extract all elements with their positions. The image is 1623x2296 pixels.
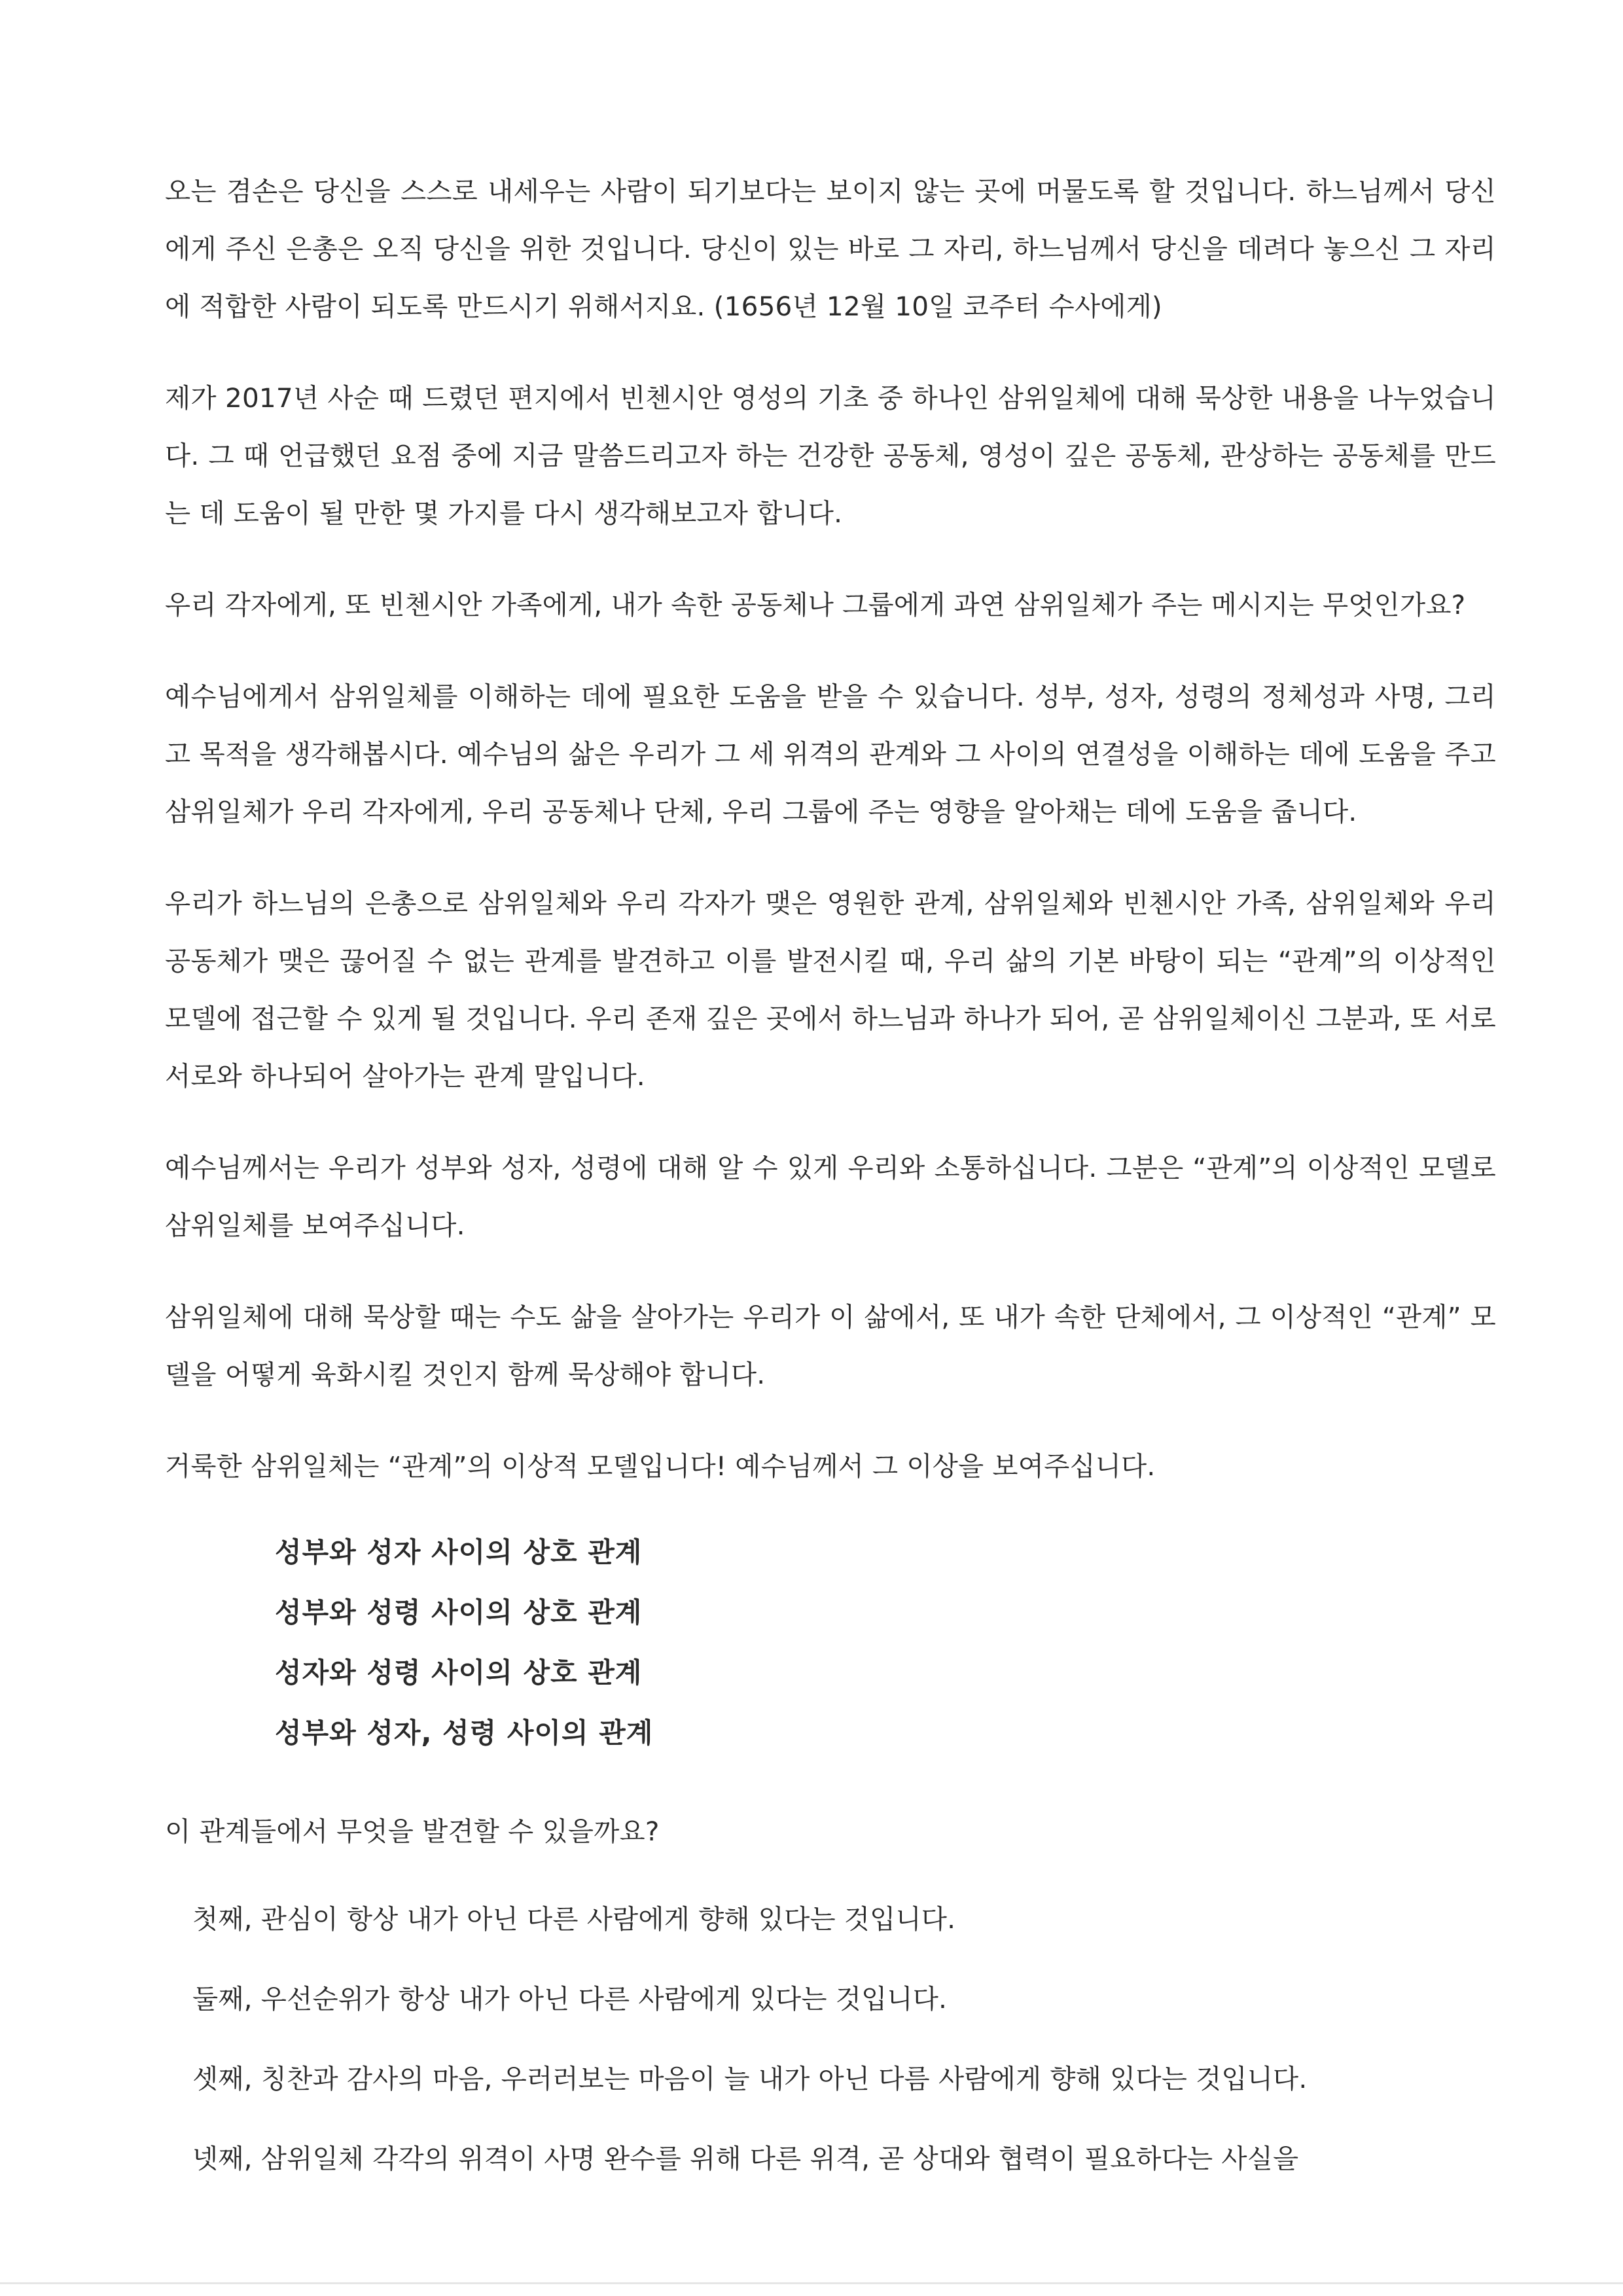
document-body xyxy=(165,162,1496,2211)
point-fourth: 넷째, 삼위일체 각각의 위격이 사명 완수를 위해 다른 위격, 곧 상대와 협력이 필요하다는 사실을 xyxy=(192,2143,1299,2174)
paragraph-lent-letter: 제가 2017년 사순 때 드렸던 편지에서 빈첸시안 영성의 기초 중 하나인 삼위일체에 대해 묵상한 내용을 나누었습니다. 그 때 언급했던 요점 중에 지금 말씀드리고자 하는 건강한 공동체, 영성이 깊은 공동체, 관상하는 공동체를 만드는 데 도움이 될 만한 몇 가지를 다시 생각해보고자 합니다. xyxy=(165,382,1496,529)
point-third: 셋째, 칭찬과 감사의 마음, 우러러보는 마음이 늘 내가 아닌 다름 사람에게 향해 있다는 것입니다. xyxy=(192,2063,1308,2094)
point-second: 둘째, 우선순위가 항상 내가 아닌 다른 사람에게 있다는 것입니다. xyxy=(192,1983,948,2015)
paragraph-jesus-communicates: 예수님께서는 우리가 성부와 성자, 성령에 대해 알 수 있게 우리와 소통하십니다. 그분은 “관계”의 이상적인 모델로 삼위일체를 보여주십니다. xyxy=(165,1152,1496,1241)
relation-item: 성부와 성자, 성령 사이의 관계 xyxy=(275,1717,654,1749)
paragraph-trinity-question: 우리 각자에게, 또 빈첸시안 가족에게, 내가 속한 공동체나 그룹에게 과연 삼위일체가 주는 메시지는 무엇인가요? xyxy=(165,589,1466,620)
relations-list xyxy=(275,1522,1496,1763)
paragraph-humility-quote: 오는 겸손은 당신을 스스로 내세우는 사람이 되기보다는 보이지 않는 곳에 머물도록 할 것입니다. 하느님께서 당신에게 주신 은총은 오직 당신을 위한 것입니다. 당신이 있는 바로 그 자리, 하느님께서 당신을 데려다 놓으신 그 자리에 적합한 사람이 되도록 만드시기 위해서지요. (1656년 12월 10일 코주터 수사에게) xyxy=(165,175,1496,322)
point-first: 첫째, 관심이 항상 내가 아닌 다른 사람에게 향해 있다는 것입니다. xyxy=(192,1903,956,1935)
relation-item: 성부와 성자 사이의 상호 관계 xyxy=(275,1536,643,1568)
paragraph-relationship-model: 우리가 하느님의 은총으로 삼위일체와 우리 각자가 맺은 영원한 관계, 삼위일체와 빈첸시안 가족, 삼위일체와 우리 공동체가 맺은 끊어질 수 없는 관계를 발견하고 이를 발전시킬 때, 우리 삶의 기본 바탕이 되는 “관계”의 이상적인 모델에 접근할 수 있게 될 것입니다. 우리 존재 깊은 곳에서 하느님과 하나가 되어, 곧 삼위일체이신 그분과, 또 서로서로와 하나되어 살아가는 관계 말입니다. xyxy=(165,888,1496,1092)
paragraph-jesus-help: 예수님에게서 삼위일체를 이해하는 데에 필요한 도움을 받을 수 있습니다. 성부, 성자, 성령의 정체성과 사명, 그리고 목적을 생각해봅시다. 예수님의 삶은 우리가 그 세 위격의 관계와 그 사이의 연결성을 이해하는 데에 도움을 주고 삼위일체가 우리 각자에게, 우리 공동체나 단체, 우리 그룹에 주는 영향을 알아채는 데에 도움을 줍니다. xyxy=(165,681,1496,827)
relation-item: 성부와 성령 사이의 상호 관계 xyxy=(275,1596,643,1628)
paragraph-holy-trinity: 거룩한 삼위일체는 “관계”의 이상적 모델입니다! 예수님께서 그 이상을 보여주십니다. xyxy=(165,1450,1156,1482)
relation-item: 성자와 성령 사이의 상호 관계 xyxy=(275,1657,643,1689)
scan-edge-line xyxy=(0,2282,1623,2284)
discovery-question: 이 관계들에서 무엇을 발견할 수 있을까요? xyxy=(165,1816,660,1847)
paragraph-meditation: 삼위일체에 대해 묵상할 때는 수도 삶을 살아가는 우리가 이 삶에서, 또 내가 속한 단체에서, 그 이상적인 “관계” 모델을 어떻게 육화시킬 것인지 함께 묵상해야 합니다. xyxy=(165,1301,1496,1390)
